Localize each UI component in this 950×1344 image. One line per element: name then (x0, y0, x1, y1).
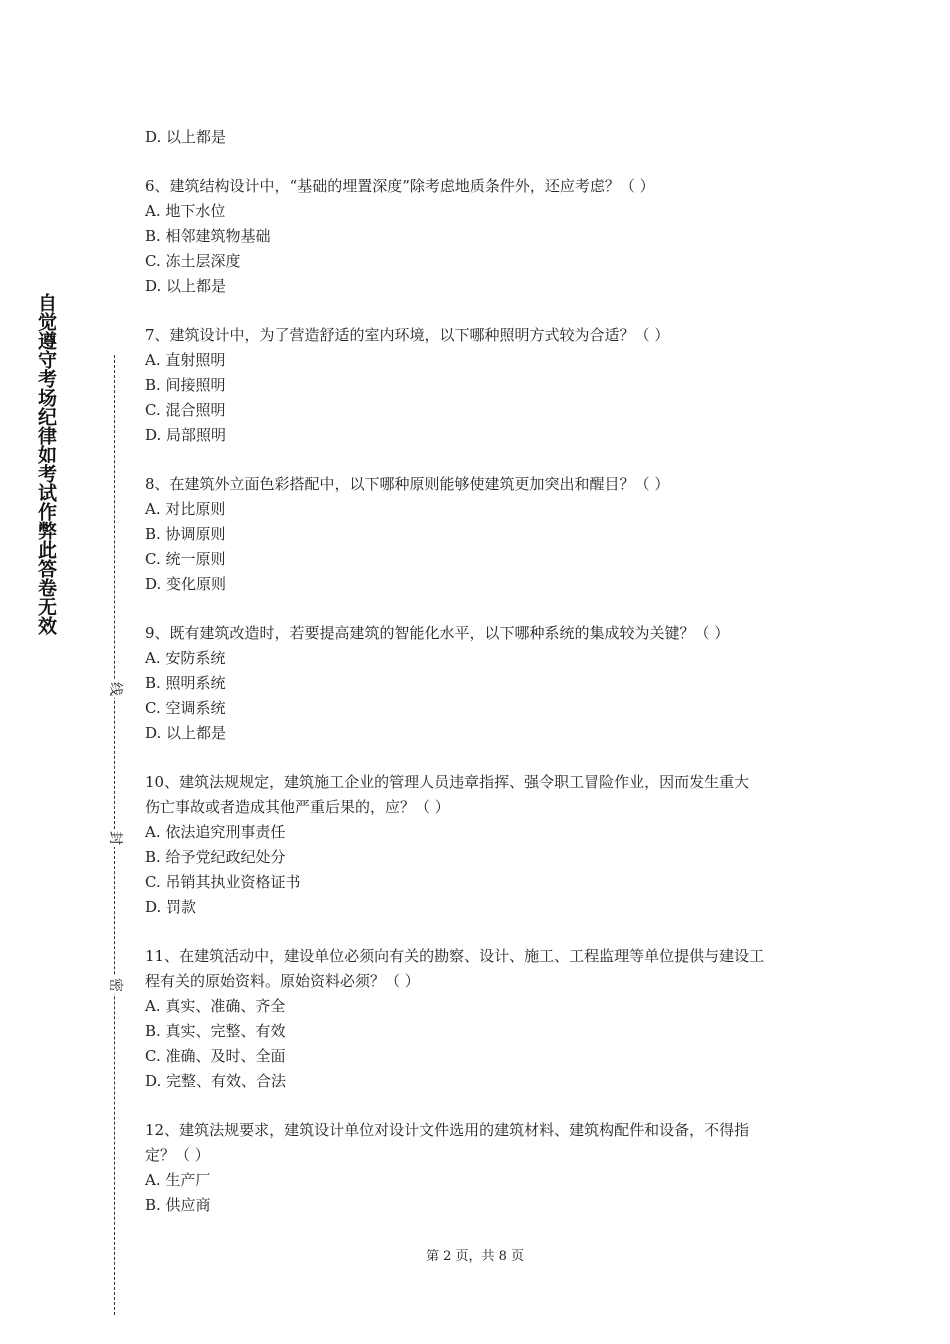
answer-option: B. 相邻建筑物基础 (145, 227, 271, 245)
seal-mark-line: 线 (104, 680, 126, 698)
question-block (145, 174, 825, 299)
question-block (145, 472, 825, 597)
question-text: 8、在建筑外立面色彩搭配中，以下哪种原则能够使建筑更加突出和醒目？（ ） (145, 475, 670, 493)
question-text: 12、建筑法规要求，建筑设计单位对设计文件选用的建筑材料、建筑构配件和设备，不得指 (145, 1121, 750, 1139)
answer-option: B. 照明系统 (145, 674, 226, 692)
question-block (145, 1118, 825, 1218)
question-block (145, 323, 825, 448)
answer-option: C. 空调系统 (145, 699, 226, 717)
question-text: 定？（ ） (145, 1146, 210, 1164)
answer-option: D. 变化原则 (145, 575, 227, 593)
answer-option: B. 间接照明 (145, 376, 226, 394)
question-block (145, 770, 825, 920)
question-text: 9、既有建筑改造时，若要提高建筑的智能化水平，以下哪种系统的集成较为关键？（ ） (145, 624, 730, 642)
answer-option: C. 统一原则 (145, 550, 226, 568)
question-list (145, 125, 825, 1218)
answer-option: D. 以上都是 (145, 277, 227, 295)
seal-mark-secret: 密 (104, 976, 126, 994)
answer-option: C. 准确、及时、全面 (145, 1047, 286, 1065)
answer-option: D. 罚款 (145, 898, 197, 916)
answer-option: A. 真实、准确、齐全 (145, 997, 286, 1015)
page-footer: 第 2 页，共 8 页 (425, 1249, 525, 1264)
answer-option: B. 供应商 (145, 1196, 211, 1214)
answer-option: D. 完整、有效、合法 (145, 1072, 287, 1090)
seal-mark-seal: 封 (104, 829, 126, 847)
question-text: 7、建筑设计中，为了营造舒适的室内环境，以下哪种照明方式较为合适？（ ） (145, 326, 670, 344)
answer-option: B. 协调原则 (145, 525, 226, 543)
previous-question-option: D. 以上都是 (145, 128, 227, 146)
answer-option: A. 安防系统 (145, 649, 226, 667)
answer-option: C. 混合照明 (145, 401, 226, 419)
question-block (145, 621, 825, 746)
answer-option: D. 局部照明 (145, 426, 227, 444)
answer-option: B. 真实、完整、有效 (145, 1022, 286, 1040)
answer-option: A. 生产厂 (145, 1171, 211, 1189)
question-text: 伤亡事故或者造成其他严重后果的，应？（ ） (145, 798, 450, 816)
answer-option: B. 给予党纪政纪处分 (145, 848, 286, 866)
question-text: 6、建筑结构设计中，“基础的埋置深度”除考虑地质条件外，还应考虑？（ ） (145, 177, 655, 195)
question-block (145, 944, 825, 1094)
exam-discipline-notice: 自觉遵守考场纪律如考试作弊此答卷无效 (35, 293, 57, 635)
answer-option: C. 冻土层深度 (145, 252, 241, 270)
question-text: 11、在建筑活动中，建设单位必须向有关的勘察、设计、施工、工程监理等单位提供与建设工 (145, 947, 765, 965)
answer-option: A. 地下水位 (145, 202, 226, 220)
answer-option: A. 对比原则 (145, 500, 226, 518)
answer-option: C. 吊销其执业资格证书 (145, 873, 301, 891)
question-text: 程有关的原始资料。原始资料必须？（ ） (145, 972, 420, 990)
answer-option: A. 直射照明 (145, 351, 226, 369)
answer-option: D. 以上都是 (145, 724, 227, 742)
answer-option: A. 依法追究刑事责任 (145, 823, 286, 841)
question-text: 10、建筑法规规定，建筑施工企业的管理人员违章指挥、强令职工冒险作业，因而发生重大 (145, 773, 750, 791)
